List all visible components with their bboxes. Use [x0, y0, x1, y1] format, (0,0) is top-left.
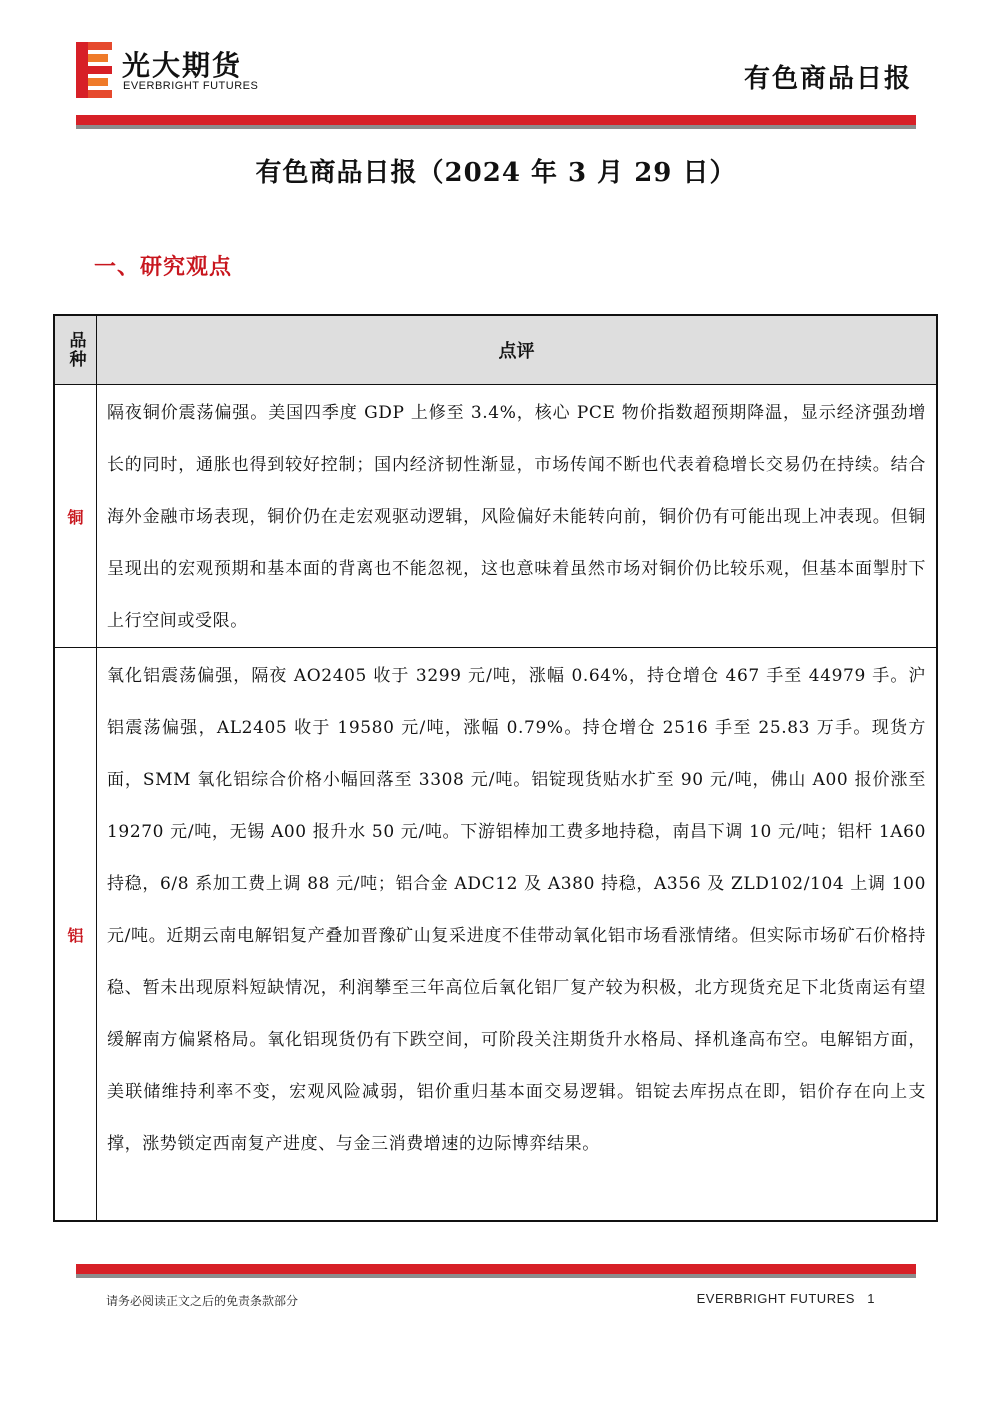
footer-divider-red	[76, 1264, 916, 1274]
comment-cell	[97, 385, 936, 647]
logo-chinese-name: 光大期货	[122, 49, 243, 82]
footer-disclaimer: 请务必阅读正文之后的免责条款部分	[106, 1294, 299, 1308]
table-row-copper	[55, 384, 936, 647]
kind-cell	[55, 648, 97, 1220]
logo-english-name: EVERBRIGHT FUTURES	[123, 80, 259, 92]
company-logo	[76, 42, 296, 102]
kind-column-header: 品种	[55, 316, 97, 384]
footer-divider-gray	[76, 1274, 916, 1278]
header-report-name: 有色商品日报	[743, 64, 912, 94]
footer-brand: EVERBRIGHT FUTURES	[696, 1291, 855, 1306]
everbright-logo-icon	[76, 42, 114, 98]
aluminum-commentary: 氧化铝震荡偏强，隔夜 AO2405 收于 3299 元/吨，涨幅 0.64%，持仓增仓 467 手至 44979 手。沪铝震荡偏强，AL2405 收于 19580 元/吨，涨幅 0.79%。持仓增仓 2516 手至 25.83 万手。现货方面，SMM 氧化铝综合价格小幅回落至 3308 元/吨。铝锭现货贴水扩至 90 元/吨，佛山 A00 报价涨至 19270 元/吨，无锡 A00 报升水 50 元/吨。下游铝棒加工费多地持稳，南昌下调 10 元/吨；铝杆 1A60 持稳，6/8 系加工费上调 88 元/吨；铝合金 ADC12 及 A380 持稳，A356 及 ZLD102/104 上调 100 元/吨。近期云南电解铝复产叠加晋豫矿山复采进度不佳带动氧化铝市场看涨情绪。但实际市场矿石价格持稳、暂未出现原料短缺情况，利润攀至三年高位后氧化铝厂复产较为积极，北方现货充足下北货南运有望缓解南方偏紧格局。氧化铝现货仍有下跌空间，可阶段关注期货升水格局、择机逢高布空。电解铝方面，美联储维持利率不变，宏观风险减弱，铝价重归基本面交易逻辑。铝锭去库拐点在即，铝价存在向上支撑，涨势锁定西南复产进度、与金三消费增速的边际博弈结果。	[107, 666, 926, 1154]
header-divider-gray	[76, 125, 916, 129]
kind-cell	[55, 385, 97, 647]
header-divider-red	[76, 115, 916, 125]
kind-label-aluminum: 铝	[67, 925, 84, 945]
footer-brand-page	[697, 1291, 875, 1306]
page-number: 1	[867, 1291, 875, 1306]
research-table	[53, 314, 938, 1222]
table-row-aluminum	[55, 647, 936, 1220]
comment-column-header: 点评	[498, 341, 535, 362]
document-title: 有色商品日报（2024 年 3 月 29 日）	[255, 158, 737, 188]
kind-label-copper: 铜	[67, 507, 84, 527]
section-title: 一、研究观点	[94, 254, 233, 280]
comment-cell	[97, 648, 936, 1220]
table-header-row	[55, 316, 936, 384]
copper-commentary: 隔夜铜价震荡偏强。美国四季度 GDP 上修至 3.4%，核心 PCE 物价指数超预期降温，显示经济强劲增长的同时，通胀也得到较好控制；国内经济韧性渐显，市场传闻不断也代表着稳增长交易仍在持续。结合海外金融市场表现，铜价仍在走宏观驱动逻辑，风险偏好未能转向前，铜价仍有可能出现上冲表现。但铜呈现出的宏观预期和基本面的背离也不能忽视，这也意味着虽然市场对铜价仍比较乐观，但基本面掣肘下上行空间或受限。	[107, 403, 926, 631]
